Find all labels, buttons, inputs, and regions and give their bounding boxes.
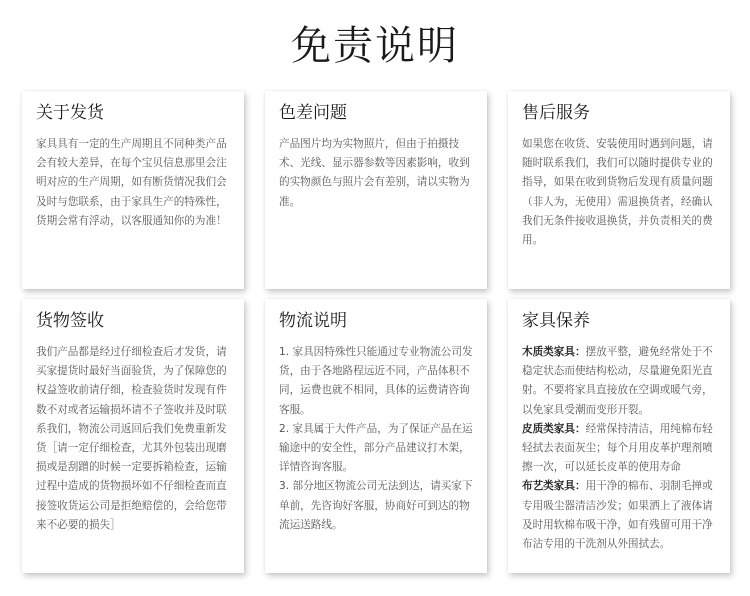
- care-fabric-text: 用干净的棉布、羽制毛掸或专用吸尘器清洁沙发；如果洒上了液体请及时用软棉布吸干净，如有残留可用干净布沾专用的干洗剂从外围拭去。: [522, 480, 713, 551]
- card-paragraph-2: 2. 家具属于大件产品，为了保证产品在运输途中的安全性，部分产品建议打木架，详情咨询客服。: [279, 422, 473, 474]
- card-receipt: [22, 299, 244, 573]
- card-logistics: [265, 299, 487, 573]
- care-leather-text: 经常保持清洁，用纯棉布轻轻拭去表面灰尘；每个月用皮革护理剂喷擦一次，可以延长皮革的使用寿命: [522, 422, 713, 474]
- card-paragraph-3: 3. 部分地区物流公司无法到达，请买家下单前，先咨询好客服，协商好可到达的物流运送路线。: [279, 480, 473, 531]
- card-title: 关于发货: [36, 103, 104, 123]
- care-fabric: [522, 477, 718, 554]
- card-title: 售后服务: [522, 103, 590, 123]
- card-title: 货物签收: [36, 311, 104, 331]
- page-title: 免责说明: [291, 23, 459, 69]
- care-wood: [522, 343, 718, 420]
- care-leather: [522, 420, 718, 478]
- care-fabric-label: 布艺类家具：: [522, 480, 586, 493]
- card-shipping: [22, 91, 244, 289]
- card-color-difference: [265, 91, 487, 289]
- card-title: 家具保养: [522, 311, 590, 331]
- card-title: 色差问题: [279, 103, 347, 123]
- card-paragraph: 我们产品都是经过仔细检查后才发货，请买家提货时最好当面验货，为了保障您的权益签收前请仔细，检查验货时发现有件数不对或者运输损坏请不子签收并及时联系我们，物流公司返回后我们免费重新发货［请一定仔细检查，尤其外包装出现磨损或是刮蹭的时候一定要拆箱检查，运输过程中造成的货物损坏如不仔细检查而直接签收货运公司是拒绝赔偿的，会给您带来不必要的损失］: [36, 346, 227, 531]
- card-furniture-care: [508, 299, 730, 573]
- care-wood-label: 木质类家具：: [522, 346, 586, 358]
- card-after-sales: [508, 91, 730, 289]
- card-paragraph: 如果您在收货、安装使用时遇到问题，请随时联系我们，我们可以随时提供专业的指导，如果在收到货物后发现有质量问题（非人为，无使用）需退换货者，经确认我们无条件接收退换货，并负责相关的费用。: [522, 138, 713, 247]
- care-wood-text: 摆放平整，避免经常处于不稳定状态而使结构松动，尽量避免阳光直射。不要将家具直接放在空调或暖气旁，以免家具受潮而变形开裂。: [522, 346, 713, 416]
- card-title: 物流说明: [279, 311, 347, 331]
- card-paragraph-1: 1. 家具因特殊性只能通过专业物流公司发货，由于各地路程远近不同，产品体积不同，运费也就不相同，具体的运费请咨询客服。: [279, 346, 473, 416]
- card-paragraph: 产品图片均为实物照片，但由于拍摄技术、光线、显示器参数等因素影响，收到的实物颜色与照片会有差别，请以实物为准。: [279, 138, 470, 208]
- care-leather-label: 皮质类家具：: [522, 422, 586, 435]
- card-paragraph: 家具具有一定的生产周期且不同种类产品会有较大差异，在每个宝贝信息那里会注明对应的生产周期，如有断货情况我们会及时与您联系，由于家具生产的特殊性，货期会常有浮动，以客服通知你的为准！: [36, 138, 227, 227]
